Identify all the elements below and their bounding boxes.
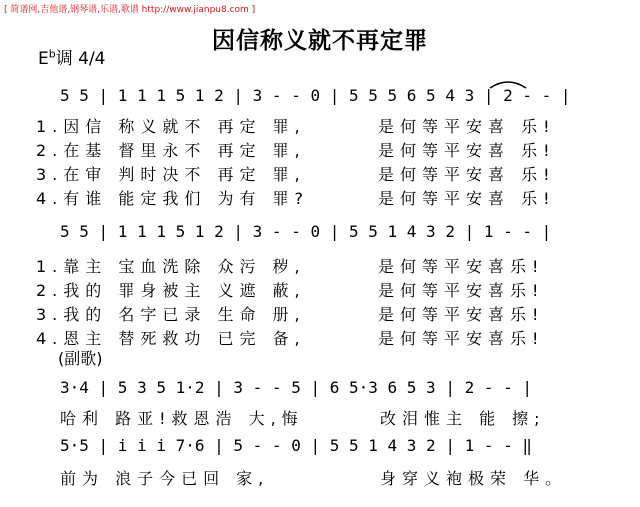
verse-refrain: 是何等平安喜乐! bbox=[378, 329, 545, 348]
key-accidental: b bbox=[48, 47, 56, 61]
notation-line-2: 5 5 | 1 1 1 5 1 2 | 3 - - 0 | 5 5 1 4 3 2 | 1 - - | bbox=[60, 222, 552, 241]
chorus-line-right: 身穿义袍极荣 华。 bbox=[380, 469, 568, 488]
verse-refrain: 是何等平安喜乐! bbox=[378, 257, 545, 276]
verse-line: 1.因信 称义就不 再定 罪, bbox=[36, 117, 306, 136]
verse-refrain: 是何等平安喜乐! bbox=[378, 281, 545, 300]
slur-mark bbox=[488, 78, 528, 90]
chorus-line: 哈利 路亚!救恩浩 大,悔 bbox=[60, 409, 304, 428]
verse-line: 4.有谁 能定我们 为有 罪? bbox=[36, 189, 310, 208]
key-signature bbox=[38, 44, 106, 69]
verse-refrain: 是何等平安喜 乐! bbox=[378, 117, 556, 136]
verse-line: 2.在基 督里永不 再定 罪, bbox=[36, 141, 306, 160]
verse-refrain: 是何等平安喜 乐! bbox=[378, 165, 556, 184]
verse-line: 3.我的 名字已录 生命 册, bbox=[36, 305, 306, 324]
verse-refrain: 是何等平安喜 乐! bbox=[378, 189, 556, 208]
key-note: E bbox=[38, 49, 49, 69]
verse-refrain: 是何等平安喜乐! bbox=[378, 305, 545, 324]
verse-line: 2.我的 罪身被主 义遮 蔽, bbox=[36, 281, 306, 300]
verse-line: 1.靠主 宝血洗除 众污 秽, bbox=[36, 257, 306, 276]
verse-line: 3.在审 判时决不 再定 罪, bbox=[36, 165, 306, 184]
chorus-line-right: 改泪惟主 能 擦; bbox=[380, 409, 546, 428]
chorus-label: (副歌) bbox=[58, 349, 103, 368]
site-watermark: [ 简谱网,吉他谱,钢琴谱,乐谱,歌谱 http://www.jianpu8.com ] bbox=[4, 5, 256, 15]
key-text: 调 4/4 bbox=[55, 49, 106, 69]
song-title: 因信称义就不再定罪 bbox=[212, 28, 428, 54]
chorus-line: 前为 浪子今已回 家, bbox=[60, 469, 270, 488]
verse-line: 4.恩主 替死救功 已完 备, bbox=[36, 329, 306, 348]
notation-line-4: 5·5 | i i i 7·6 | 5 - - 0 | 5 5 1 4 3 2 | 1 - - ‖ bbox=[60, 436, 533, 455]
notation-line-3: 3·4 | 5 3 5 1·2 | 3 - - 5 | 6 5·3 6 5 3 | 2 - - | bbox=[60, 378, 533, 397]
notation-line-1: 5 5 | 1 1 1 5 1 2 | 3 - - 0 | 5 5 5 6 5 4 3 | 2 - - | bbox=[60, 86, 571, 105]
verse-refrain: 是何等平安喜 乐! bbox=[378, 141, 556, 160]
